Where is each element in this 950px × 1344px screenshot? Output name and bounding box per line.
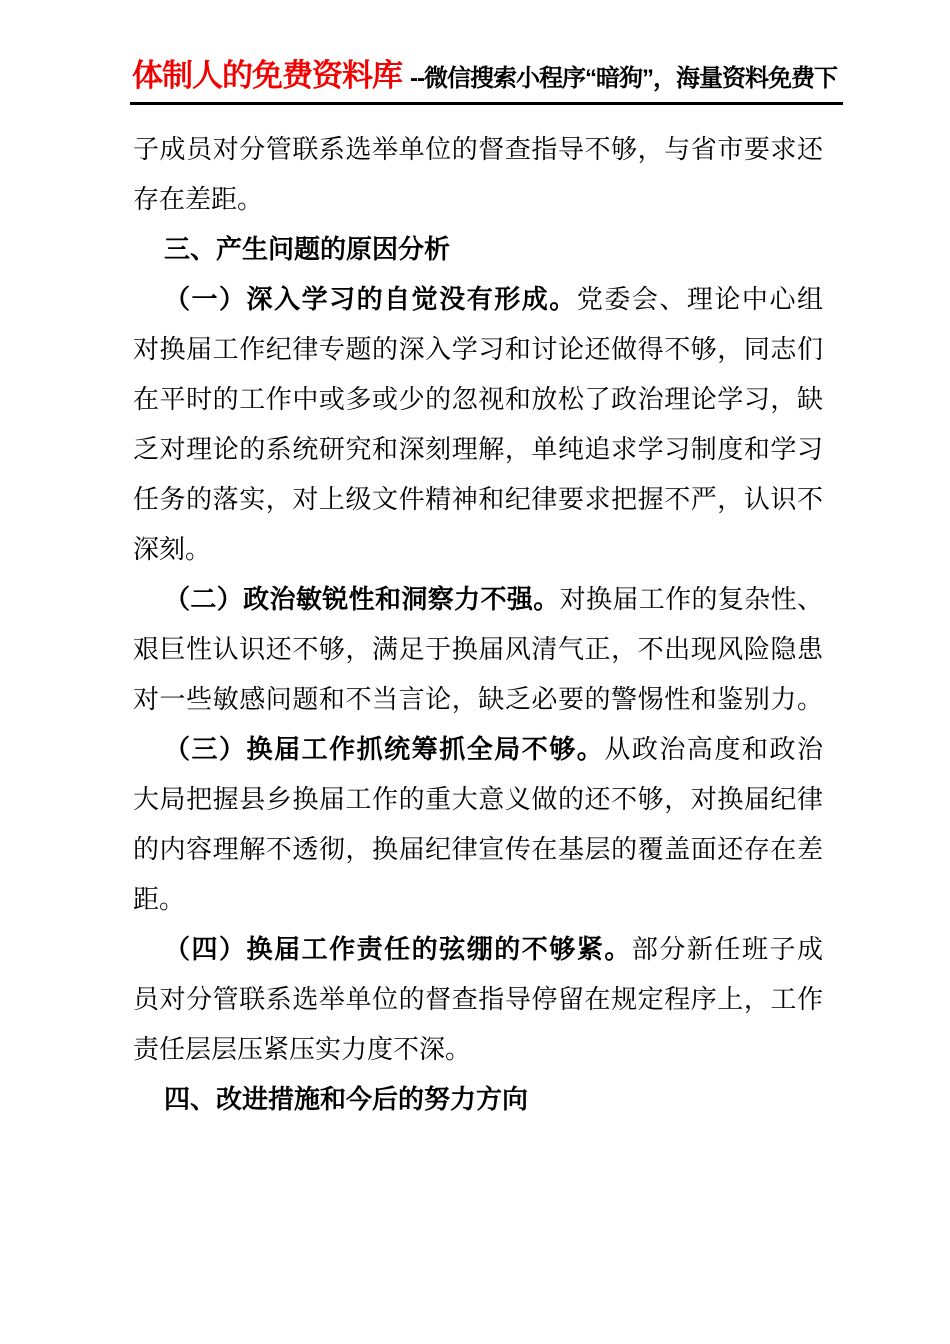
bold-lead-text: （一）深入学习的自觉没有形成。 xyxy=(164,285,577,314)
text-line: （一）深入学习的自觉没有形成。党委会、理论中心组 xyxy=(164,285,823,314)
text-line: （三）换届工作抓统筹抓全局不够。从政治高度和政治 xyxy=(164,735,823,764)
text-line: 的内容理解不透彻，换届纪律宣传在基层的覆盖面还存在差 xyxy=(133,835,823,864)
text-line: 对换届工作纪律专题的深入学习和讨论还做得不够，同志们 xyxy=(133,335,823,364)
text-line: 距。 xyxy=(133,885,186,914)
text-line: 员对分管联系选举单位的督查指导停留在规定程序上，工作 xyxy=(133,985,823,1014)
text-line: 艰巨性认识还不够，满足于换届风清气正，不出现风险隐患 xyxy=(133,635,823,664)
bold-lead-text: 三、产生问题的原因分析 xyxy=(164,235,451,264)
brand-title: 体制人的免费资料库 xyxy=(132,58,402,93)
text-line: 在平时的工作中或多或少的忽视和放松了政治理论学习，缺 xyxy=(133,385,823,414)
text-line: 对一些敏感问题和不当言论，缺乏必要的警惕性和鉴别力。 xyxy=(133,685,823,714)
text-line: 子成员对分管联系选举单位的督查指导不够，与省市要求还 xyxy=(133,135,823,164)
section-heading-line xyxy=(133,225,823,275)
text-line: 存在差距。 xyxy=(133,185,264,214)
bold-lead-text: （二）政治敏锐性和洞察力不强。 xyxy=(164,585,560,614)
section-heading-line xyxy=(133,1075,823,1125)
bold-lead-text: （三）换届工作抓统筹抓全局不够。 xyxy=(164,735,605,764)
document-text-body xyxy=(133,125,823,1125)
text-line: 大局把握县乡换届工作的重大意义做的还不够，对换届纪律 xyxy=(133,785,823,814)
text-line: （四）换届工作责任的弦绷的不够紧。部分新任班子成 xyxy=(164,935,823,964)
text-line: 责任层层压紧压实力度不深。 xyxy=(133,1035,472,1064)
bold-lead-text: （四）换届工作责任的弦绷的不够紧。 xyxy=(164,935,632,964)
brand-tagline: --微信搜索小程序“暗狗”，海量资料免费下 xyxy=(410,65,837,92)
text-line: （二）政治敏锐性和洞察力不强。对换届工作的复杂性、 xyxy=(164,585,823,614)
bold-lead-text: 四、改进措施和今后的努力方向 xyxy=(164,1085,529,1114)
text-line: 任务的落实，对上级文件精神和纪律要求把握不严，认识不 xyxy=(133,485,823,514)
text-line: 乏对理论的系统研究和深刻理解，单纯追求学习制度和学习 xyxy=(133,435,823,464)
header-banner xyxy=(130,50,843,105)
text-line: 深刻。 xyxy=(133,535,212,564)
